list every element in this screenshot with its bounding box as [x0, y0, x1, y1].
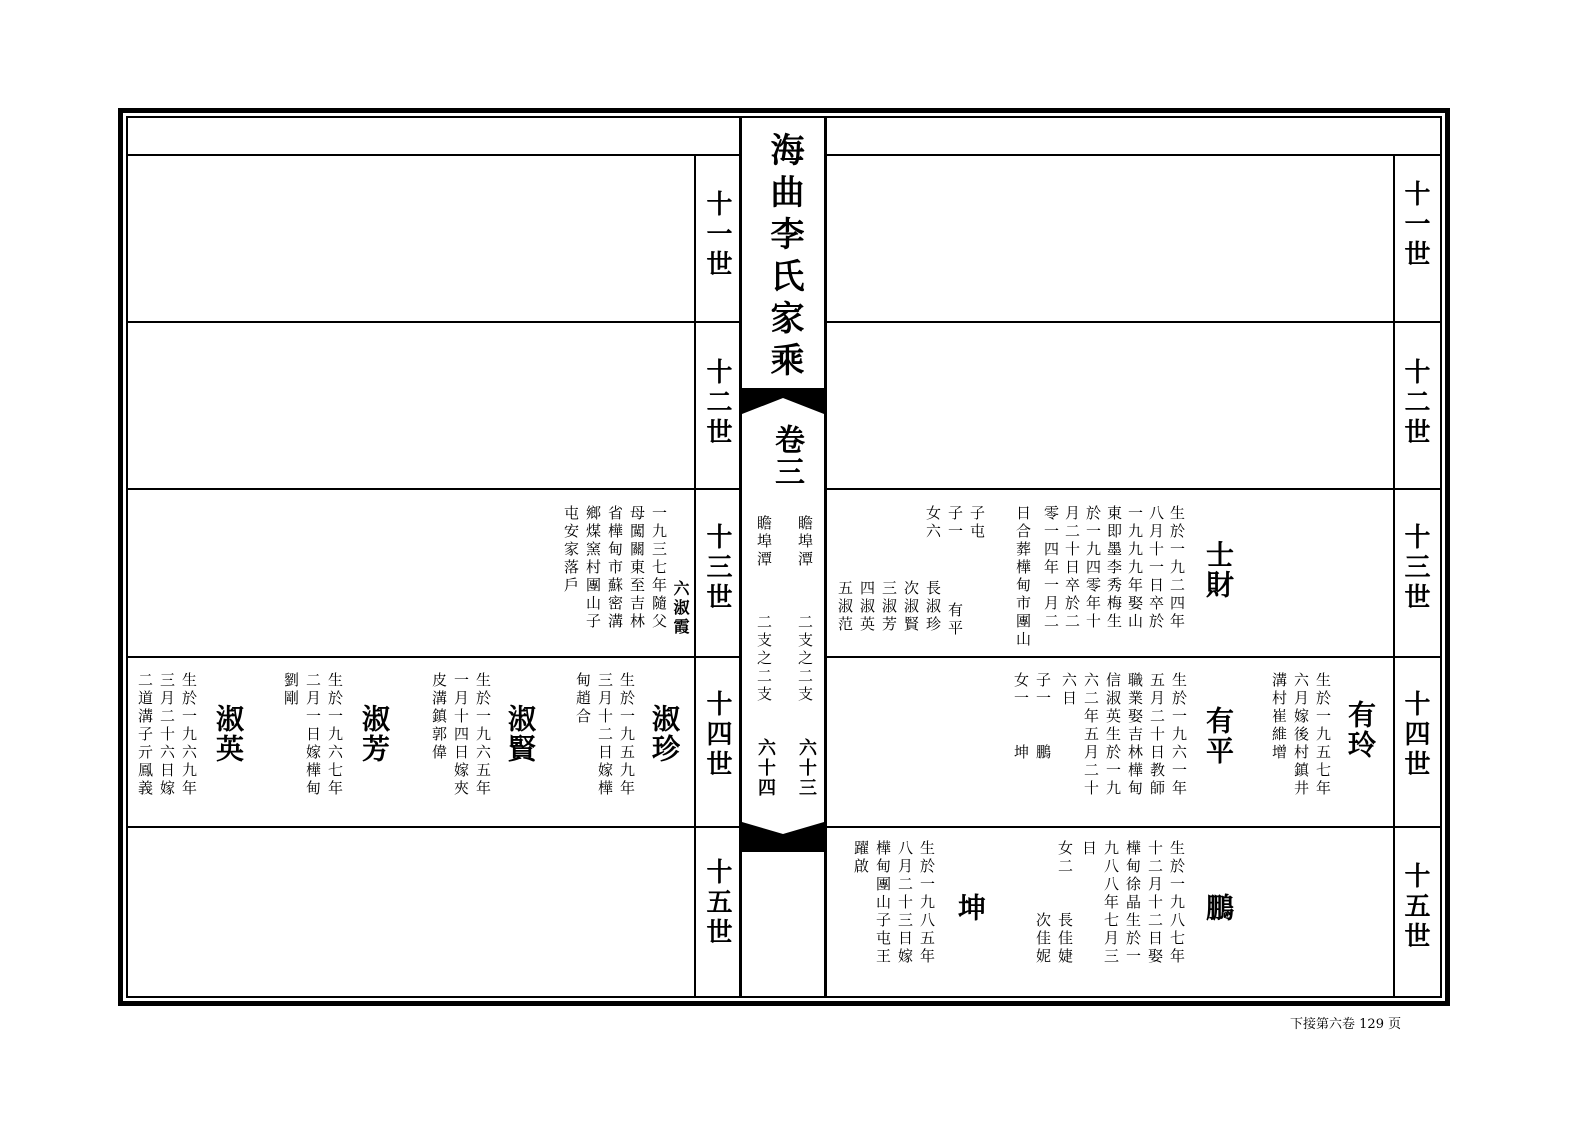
bio-line: 生於一九五九年 — [618, 672, 636, 798]
son-entry: 鵬 — [1034, 744, 1052, 762]
spine-branch-left: 二支之二支 — [755, 614, 773, 704]
person-name-youling: 有玲 — [1344, 700, 1377, 760]
bio-line: 東即墨李秀梅生 — [1105, 505, 1123, 631]
bio-line: 六月嫁後村鎮井 — [1292, 672, 1310, 798]
gen-label-13: 十三世 — [1400, 523, 1430, 613]
daughter-entry: 五淑范 — [836, 580, 854, 634]
person-name-shuying: 淑英 — [212, 704, 245, 764]
footer-suffix: 页 — [1388, 1017, 1402, 1032]
row-line — [128, 321, 740, 323]
footer-page-number: 129 — [1359, 1017, 1384, 1032]
bio-line: 信淑英生於一九 — [1104, 672, 1122, 798]
bio-line: 溝村崔維增 — [1270, 672, 1288, 762]
gen-label-15: 十五世 — [1400, 862, 1430, 952]
son-entry: 有平 — [946, 602, 964, 638]
bio-line: 樺甸徐晶生於一 — [1124, 840, 1142, 966]
bio-line: 九八八年七月三 — [1102, 840, 1120, 966]
spine-right-line — [824, 116, 827, 998]
children-header: 女二 — [1056, 840, 1074, 876]
bio-line: 日合葬樺甸市團山 — [1014, 505, 1032, 649]
gen-label-11: 十一世 — [1400, 180, 1430, 270]
spine-place-right: 瞻埠潭 — [796, 515, 814, 569]
row-line — [128, 826, 740, 828]
bio-line: 二月一日嫁樺甸 — [304, 672, 322, 798]
daughter-entry: 三淑芳 — [880, 580, 898, 634]
spine-fishtail-top — [742, 392, 824, 418]
daughter-entry: 次佳妮 — [1034, 912, 1052, 966]
spine-left-line — [739, 116, 742, 998]
bio-line: 生於一九六七年 — [326, 672, 344, 798]
bio-line: 於一九四零年十 — [1084, 505, 1102, 631]
gen-label-14: 十四世 — [702, 690, 732, 780]
row-line — [826, 656, 1440, 658]
bio-line: 鄉煤窯村團山子 — [584, 505, 602, 631]
book-title: 海曲李氏家乘 — [764, 132, 804, 384]
bio-line: 子屯 — [968, 505, 986, 541]
children-header: 女一 — [1012, 672, 1030, 708]
spine-branch-right: 二支之二支 — [796, 614, 814, 704]
bio-line: 躍啟 — [852, 840, 870, 876]
bio-line: 日 — [1080, 840, 1098, 858]
bio-line: 三月二十六日嫁 — [158, 672, 176, 798]
left-header-line — [128, 154, 740, 156]
bio-line: 六二年五月二十 — [1082, 672, 1100, 798]
bio-line: 一九三七年隨父 — [650, 505, 668, 631]
daughter-entry: 長佳婕 — [1056, 912, 1074, 966]
bio-line: 樺甸團山子屯王 — [874, 840, 892, 966]
children-header: 子一 — [946, 505, 964, 541]
bio-line: 生於一九二四年 — [1168, 505, 1186, 631]
bio-line: 生於一九六九年 — [180, 672, 198, 798]
gen-label-12: 十二世 — [702, 358, 732, 448]
person-name-shuxian: 淑賢 — [504, 704, 537, 764]
daughter-entry: 長淑珍 — [924, 580, 942, 634]
page-footer — [1290, 1013, 1401, 1032]
gen-label-11: 十一世 — [702, 190, 732, 280]
bio-line: 省樺甸市蘇密溝 — [606, 505, 624, 631]
daughter-entry: 四淑英 — [858, 580, 876, 634]
person-name-shicai: 士財 — [1202, 540, 1235, 600]
bio-line: 生於一九八五年 — [918, 840, 936, 966]
bio-line: 六日 — [1060, 672, 1078, 708]
row-line — [128, 656, 740, 658]
row-line — [826, 826, 1440, 828]
bio-line: 二道溝子亓鳳義 — [136, 672, 154, 798]
bio-line: 八月十一日卒於 — [1147, 505, 1165, 631]
person-name-youping: 有平 — [1202, 706, 1235, 766]
bio-line: 生於一九五七年 — [1314, 672, 1332, 798]
gen-label-13: 十三世 — [702, 523, 732, 613]
person-name-kun: 坤 — [954, 893, 987, 923]
spine-place-left: 瞻埠潭 — [755, 515, 773, 569]
bio-line: 一月十四日嫁夾 — [452, 672, 470, 798]
spine-page-right: 六十三 — [796, 738, 817, 798]
row-line — [826, 321, 1440, 323]
bio-line: 母闖關東至吉林 — [628, 505, 646, 631]
bio-line: 月二十日卒於二 — [1063, 505, 1081, 631]
bio-line: 零一四年一月二 — [1042, 505, 1060, 631]
daughter-entry: 次淑賢 — [902, 580, 920, 634]
bio-line: 屯安家落戶 — [562, 505, 580, 595]
footer-prefix: 下接第六卷 — [1290, 1017, 1356, 1032]
gen-label-14: 十四世 — [1400, 690, 1430, 780]
person-name-peng: 鵬 — [1202, 893, 1235, 923]
bio-line: 生於一九八七年 — [1168, 840, 1186, 966]
right-header-line — [826, 154, 1440, 156]
bio-line: 職業娶吉林樺甸 — [1126, 672, 1144, 798]
gen-col-line — [694, 154, 696, 996]
spine-band-bottom — [742, 846, 824, 852]
person-name-shuzhen: 淑珍 — [648, 704, 681, 764]
gen-label-15: 十五世 — [702, 858, 732, 948]
volume-label: 卷三 — [769, 424, 804, 488]
bio-line: 十二月十二日娶 — [1146, 840, 1164, 966]
bio-line: 甸趙合 — [574, 672, 592, 726]
bio-line: 皮溝鎮郭偉 — [430, 672, 448, 762]
daughter-entry: 坤 — [1012, 744, 1030, 762]
row-line — [128, 488, 740, 490]
gen-label-12: 十二世 — [1400, 358, 1430, 448]
children-header: 子一 — [1034, 672, 1052, 708]
row-line — [826, 488, 1440, 490]
bio-line: 一九九九年娶山 — [1126, 505, 1144, 631]
children-header: 女六 — [924, 505, 942, 541]
bio-line: 生於一九六五年 — [474, 672, 492, 798]
spine-page-left: 六十四 — [755, 738, 776, 798]
bio-line: 生於一九六一年 — [1170, 672, 1188, 798]
gen-col-line — [1393, 154, 1395, 996]
bio-line: 五月二十日教師 — [1148, 672, 1166, 798]
bio-line: 劉剛 — [282, 672, 300, 708]
person-name-shuxia: 六淑霞 — [671, 580, 690, 637]
bio-line: 八月二十三日嫁 — [896, 840, 914, 966]
bio-line: 三月十二日嫁樺 — [596, 672, 614, 798]
person-name-shufang: 淑芳 — [358, 704, 391, 764]
